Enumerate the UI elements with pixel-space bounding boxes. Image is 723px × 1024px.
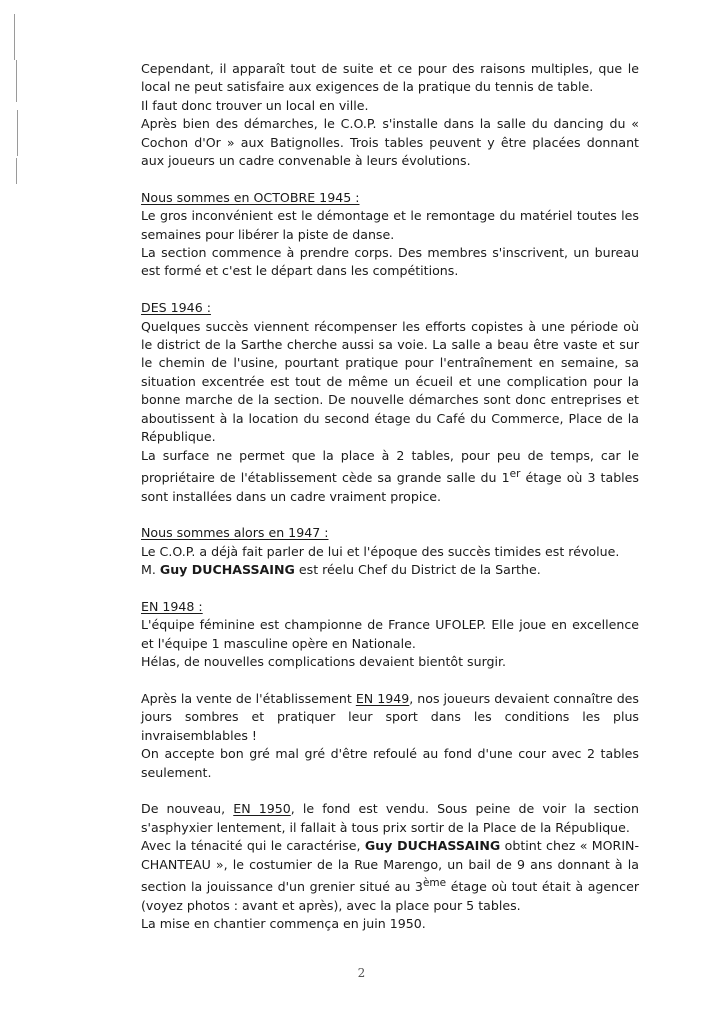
section-heading-1948: EN 1948 :	[141, 598, 203, 614]
paragraph: Hélas, de nouvelles complications devaient bientôt surgir.	[141, 654, 507, 670]
text-run: Avec la ténacité qui le caractérise,	[141, 838, 365, 854]
text-run: est réelu Chef du District de la Sarthe.	[294, 562, 541, 578]
section-heading-1947: Nous sommes alors en 1947 :	[141, 525, 329, 541]
paragraph: L'équipe féminine est championne de France UFOLEP. Elle joue en excellence et l'équipe 1 masculine opère en Nationale.	[141, 617, 639, 651]
scan-edge-mark	[16, 158, 17, 184]
paragraph: La section commence à prendre corps. Des membres s'inscrivent, un bureau est formé et c'est le départ dans les compétitions.	[141, 245, 639, 279]
paragraph	[141, 690, 639, 745]
paragraph	[141, 561, 639, 579]
paragraph: Le gros inconvénient est le démontage et le remontage du matériel toutes les semaines pour libérer la piste de danse.	[141, 208, 639, 242]
paragraph	[141, 837, 639, 915]
text-run: , le fond est vendu. Sous peine de voir la section s'asphyxier lentement, il fallait à tous prix sortir de la Place de la République.	[141, 801, 639, 835]
paragraph: Après bien des démarches, le C.O.P. s'installe dans la salle du dancing du « Cochon d'Or » aux Batignolles. Trois tables peuvent y être placées donnant aux joueurs un cadre convenable à leurs évolutions.	[141, 116, 639, 169]
person-name: Guy DUCHASSAING	[364, 838, 501, 854]
paragraph: La mise en chantier commença en juin 1950.	[141, 915, 426, 931]
text-run: obtint chez « MORIN-CHANTEAU », le costumier de la Rue Marengo, un bail de 9 ans donnant à la section la jouissance d'un grenier situé au 3	[141, 838, 639, 895]
paragraph: Il faut donc trouver un local en ville.	[141, 97, 369, 113]
text-run: étage où tout était à agencer (voyez photos : avant et après), avec la place pour 5 tables.	[141, 879, 639, 913]
text-run: M.	[141, 562, 160, 578]
paragraph: On accepte bon gré mal gré d'être refoulé au fond d'une cour avec 2 tables seulement.	[141, 746, 639, 780]
text-run: , nos joueurs devaient connaître des jours sombres et pratiquer leur sport dans les conditions les plus invraisemblables !	[141, 690, 639, 743]
paragraph: Le C.O.P. a déjà fait parler de lui et l'époque des succès timides est révolue.	[141, 543, 620, 559]
scan-edge-mark	[14, 14, 15, 60]
year-highlight: EN 1949	[355, 690, 410, 706]
superscript: ème	[422, 876, 447, 889]
paragraph	[141, 447, 639, 506]
text-run: étage où 3 tables sont installées dans un cadre vraiment propice.	[141, 470, 639, 504]
page-number: 2	[357, 966, 366, 980]
text-run: La surface ne permet que la place à 2 tables, pour peu de temps, car le propriétaire de l'établissement cède sa grande salle du 1	[141, 447, 639, 486]
section-heading-1945: Nous sommes en OCTOBRE 1945 :	[141, 189, 360, 205]
paragraph	[141, 800, 639, 837]
text-run: Après la vente de l'établissement	[141, 690, 356, 706]
scan-edge-mark	[17, 110, 18, 156]
superscript: er	[509, 467, 521, 480]
paragraph: Quelques succès viennent récompenser les efforts copistes à une période où le district de la Sarthe cherche aussi sa voie. La salle a beau être vaste et sur le chemin de l'usine, pourtant pratique pour l'entraînement en semaine, sa situation excentrée est tout de même un écueil et une complication pour la bonne marche de la section. De nouvelle démarches sont donc entreprises et aboutissent à la location du second étage du Café du Commerce, Place de la République.	[141, 318, 639, 445]
paragraph: Cependant, il apparaît tout de suite et ce pour des raisons multiples, que le local ne peut satisfaire aux exigences de la pratique du tennis de table.	[141, 61, 639, 95]
section-heading-1946: DES 1946 :	[141, 300, 211, 316]
scan-edge-mark	[16, 60, 17, 102]
person-name: Guy DUCHASSAING	[159, 562, 295, 578]
year-highlight: EN 1950	[233, 801, 291, 817]
text-run: De nouveau,	[141, 801, 234, 817]
document-body	[141, 60, 639, 933]
